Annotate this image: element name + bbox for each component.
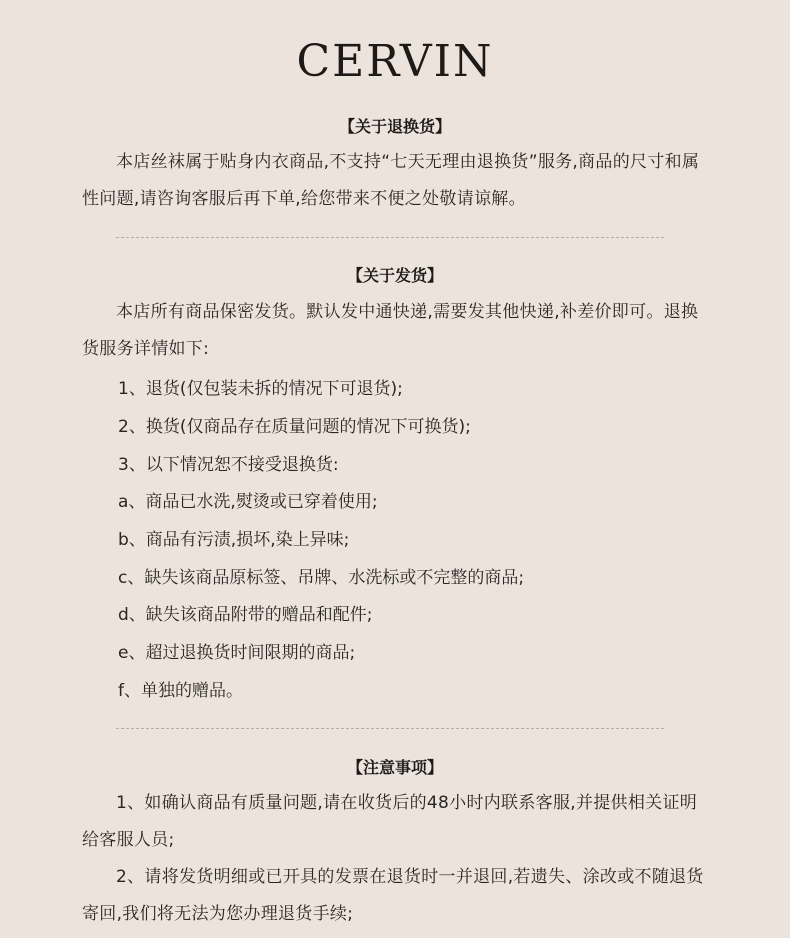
list-item: f、单独的赠品。 (118, 681, 243, 701)
divider (116, 728, 664, 729)
shipping-text: 本店所有商品保密发货。默认发中通快递,需要发其他快递,补差价即可。退换货服务详情如下: (82, 302, 699, 359)
notes-item: 2、请将发货明细或已开具的发票在退货时一并退回,若遗失、涂改或不随退货寄回,我们将无法为您办理退货手续; (82, 867, 704, 924)
list-item: d、缺失该商品附带的赠品和配件; (118, 605, 373, 625)
notes-item: 1、如确认商品有质量问题,请在收货后的48小时内联系客服,并提供相关证明给客服人员; (82, 793, 698, 850)
returns-heading: 【关于退换货】 (338, 117, 451, 136)
list-item: a、商品已水洗,熨烫或已穿着使用; (118, 492, 378, 512)
brand-logo: CERVIN (296, 36, 494, 87)
list-item: b、商品有污渍,损坏,染上异味; (118, 530, 350, 550)
list-item: 1、退货(仅包装未拆的情况下可退货); (118, 379, 403, 399)
returns-text: 本店丝袜属于贴身内衣商品,不支持“七天无理由退换货”服务,商品的尺寸和属性问题,请咨询客服后再下单,给您带来不便之处敬请谅解。 (82, 152, 700, 209)
list-item: e、超过退换货时间限期的商品; (118, 643, 356, 663)
list-item: c、缺失该商品原标签、吊牌、水洗标或不完整的商品; (118, 568, 525, 588)
list-item: 2、换货(仅商品存在质量问题的情况下可换货); (118, 417, 471, 437)
shipping-heading: 【关于发货】 (346, 266, 443, 285)
notes-heading: 【注意事项】 (346, 758, 443, 777)
list-item: 3、以下情况恕不接受退换货: (118, 455, 339, 475)
divider (116, 237, 664, 238)
